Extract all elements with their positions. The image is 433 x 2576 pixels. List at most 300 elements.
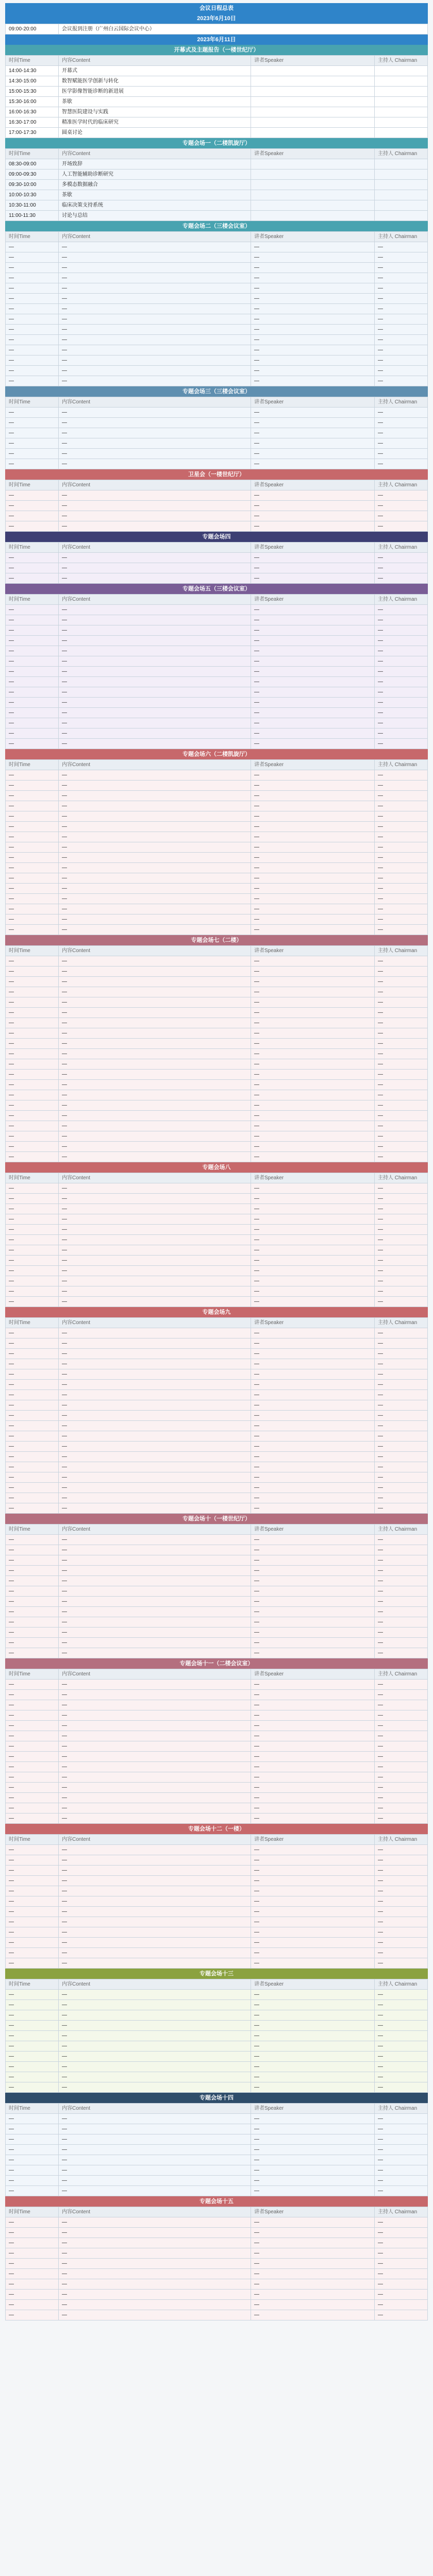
content-cell: 讨论与总结 [59, 211, 251, 221]
content-cell: — [59, 1617, 251, 1628]
content-cell: — [59, 1927, 251, 1938]
time-cell: — [6, 656, 59, 667]
table-header [6, 1979, 428, 1990]
header-chair: 主持人 Chairman [375, 480, 428, 490]
table-row [6, 1648, 428, 1658]
table-row [6, 97, 428, 107]
chair-cell: — [375, 1628, 428, 1638]
table-row [6, 252, 428, 263]
chair-cell: — [375, 418, 428, 428]
content-cell: — [59, 1462, 251, 1472]
chair-cell: — [375, 2310, 428, 2320]
time-cell: — [6, 977, 59, 987]
speaker-cell: — [251, 2176, 375, 2186]
speaker-cell: — [251, 1866, 375, 1876]
chair-cell: — [375, 2134, 428, 2145]
content-cell: 精准医学时代的临床研究 [59, 117, 251, 128]
header-content: 内容Content [59, 1173, 251, 1183]
speaker-cell: — [251, 1049, 375, 1059]
speaker-cell: — [251, 925, 375, 935]
table-row [6, 1380, 428, 1390]
time-cell: — [6, 873, 59, 884]
section-title: 专题会场十一（二楼会议室） [5, 1658, 428, 1669]
speaker-cell: — [251, 449, 375, 459]
time-cell: — [6, 781, 59, 791]
content-cell: — [59, 781, 251, 791]
table-row [6, 1866, 428, 1876]
table-row [6, 1700, 428, 1710]
time-cell: 10:30-11:00 [6, 200, 59, 211]
speaker-cell: — [251, 1958, 375, 1969]
content-cell: — [59, 1783, 251, 1793]
time-cell: — [6, 2269, 59, 2279]
time-cell: — [6, 1225, 59, 1235]
chair-cell: — [375, 1400, 428, 1411]
header-content: 内容Content [59, 1835, 251, 1845]
speaker-cell: — [251, 2238, 375, 2248]
content-cell: — [59, 1638, 251, 1648]
speaker-cell: — [251, 553, 375, 563]
time-cell: — [6, 2041, 59, 2052]
content-cell: — [59, 366, 251, 376]
time-cell: — [6, 1690, 59, 1700]
table-row [6, 1576, 428, 1586]
time-cell: — [6, 501, 59, 511]
table-row [6, 2300, 428, 2310]
header-time: 时间Time [6, 149, 59, 159]
time-cell: — [6, 263, 59, 273]
content-cell: — [59, 1680, 251, 1690]
chair-cell: — [375, 1990, 428, 2000]
speaker-cell: — [251, 1907, 375, 1917]
time-cell: — [6, 615, 59, 625]
chair-cell: — [375, 698, 428, 708]
header-time: 时间Time [6, 1173, 59, 1183]
table-row [6, 801, 428, 811]
header-content: 内容Content [59, 1669, 251, 1680]
time-cell: — [6, 1607, 59, 1617]
header-time: 时间Time [6, 56, 59, 66]
content-cell: — [59, 573, 251, 584]
header-chair: 主持人 Chairman [375, 760, 428, 770]
content-cell: — [59, 1772, 251, 1783]
content-cell: — [59, 677, 251, 687]
table-row [6, 884, 428, 894]
chair-cell: — [375, 1597, 428, 1607]
content-cell: — [59, 1049, 251, 1059]
chair-cell: — [375, 1721, 428, 1731]
time-cell: — [6, 2134, 59, 2145]
content-cell: — [59, 811, 251, 822]
content-cell: — [59, 605, 251, 615]
chair-cell: — [375, 1576, 428, 1586]
content-cell: — [59, 1028, 251, 1039]
table-row [6, 708, 428, 718]
content-cell: — [59, 1845, 251, 1855]
content-cell: — [59, 1700, 251, 1710]
section-title: 专题会场七（二楼） [5, 935, 428, 945]
content-cell: — [59, 1204, 251, 1214]
time-cell: — [6, 2248, 59, 2259]
time-cell: — [6, 646, 59, 656]
table-row [6, 242, 428, 252]
time-cell: — [6, 1256, 59, 1266]
time-cell: — [6, 1638, 59, 1648]
content-cell: — [59, 1431, 251, 1442]
header-time: 时间Time [6, 760, 59, 770]
content-cell: — [59, 842, 251, 853]
content-cell: — [59, 1535, 251, 1545]
table-row [6, 1131, 428, 1142]
header-chair: 主持人 Chairman [375, 543, 428, 553]
time-cell: — [6, 2279, 59, 2290]
speaker-cell: — [251, 811, 375, 822]
table-row [6, 294, 428, 304]
content-cell: — [59, 1545, 251, 1555]
header-content: 内容Content [59, 232, 251, 242]
speaker-cell: — [251, 314, 375, 325]
chair-cell: — [375, 1855, 428, 1866]
speaker-cell [251, 128, 375, 138]
speaker-cell: — [251, 335, 375, 345]
chair-cell: — [375, 1462, 428, 1472]
table-row [6, 2062, 428, 2072]
table-row [6, 490, 428, 501]
content-cell: — [59, 914, 251, 925]
header-speaker: 讲者Speaker [251, 1318, 375, 1328]
time-cell: 17:00-17:30 [6, 128, 59, 138]
chair-cell: — [375, 242, 428, 252]
chair-cell: — [375, 1131, 428, 1142]
speaker-cell: — [251, 1493, 375, 1503]
table-row [6, 1204, 428, 1214]
header-speaker: 讲者Speaker [251, 1524, 375, 1535]
speaker-cell: — [251, 1111, 375, 1121]
header-content: 内容Content [59, 149, 251, 159]
speaker-cell: — [251, 1121, 375, 1131]
time-cell: — [6, 1039, 59, 1049]
content-cell: — [59, 739, 251, 749]
speaker-cell: — [251, 2269, 375, 2279]
table-row [6, 1235, 428, 1245]
table-row [6, 853, 428, 863]
chair-cell: — [375, 1018, 428, 1028]
time-cell: — [6, 1131, 59, 1142]
chair-cell: — [375, 894, 428, 904]
chair-cell: — [375, 2124, 428, 2134]
content-cell: — [59, 1555, 251, 1566]
time-cell: — [6, 1462, 59, 1472]
content-cell: — [59, 822, 251, 832]
time-cell: — [6, 997, 59, 1008]
speaker-cell: — [251, 563, 375, 573]
speaker-cell: — [251, 1503, 375, 1514]
chair-cell: — [375, 1100, 428, 1111]
time-cell: — [6, 636, 59, 646]
chair-cell: — [375, 1266, 428, 1276]
schedule-root [5, 0, 428, 2320]
time-cell: — [6, 2124, 59, 2134]
content-cell: — [59, 1039, 251, 1049]
chair-cell: — [375, 728, 428, 739]
chair-cell: — [375, 1411, 428, 1421]
content-cell: 人工智能辅助诊断研究 [59, 170, 251, 180]
content-cell: 开场致辞 [59, 159, 251, 170]
table-header [6, 1835, 428, 1845]
chair-cell: — [375, 1503, 428, 1514]
speaker-cell: — [251, 728, 375, 739]
time-cell: 15:00-15:30 [6, 87, 59, 97]
speaker-cell: — [251, 1845, 375, 1855]
session2-title: 专题会场一（二楼凯旋厅） [5, 138, 428, 148]
time-cell: — [6, 1855, 59, 1866]
content-cell: — [59, 1235, 251, 1245]
speaker-cell: — [251, 1783, 375, 1793]
chair-cell: — [375, 1690, 428, 1700]
content-cell: — [59, 1349, 251, 1359]
chair-cell: — [375, 2021, 428, 2031]
time-cell: — [6, 1018, 59, 1028]
table-row [6, 1845, 428, 1855]
speaker-cell: — [251, 1752, 375, 1762]
speaker-cell: — [251, 1896, 375, 1907]
speaker-cell: — [251, 677, 375, 687]
time-cell: — [6, 2082, 59, 2093]
table-header [6, 1173, 428, 1183]
content-cell: — [59, 2031, 251, 2041]
time-cell: — [6, 1772, 59, 1783]
speaker-cell: — [251, 1814, 375, 1824]
header-chair: 主持人 Chairman [375, 2207, 428, 2217]
time-cell: — [6, 1359, 59, 1369]
time-cell: — [6, 1080, 59, 1090]
content-cell: — [59, 1008, 251, 1018]
header-speaker: 讲者Speaker [251, 1979, 375, 1990]
speaker-cell [251, 76, 375, 87]
table-row [6, 1472, 428, 1483]
content-cell: — [59, 1442, 251, 1452]
time-cell: — [6, 1452, 59, 1462]
header-speaker: 讲者Speaker [251, 543, 375, 553]
day2-date-bar: 2023年6月11日 [5, 35, 428, 45]
chair-cell: — [375, 853, 428, 863]
content-cell: 开幕式 [59, 66, 251, 76]
chair-cell [375, 159, 428, 170]
chair-cell: — [375, 1886, 428, 1896]
table-row [6, 1958, 428, 1969]
chair-cell: — [375, 501, 428, 511]
speaker-cell: — [251, 511, 375, 521]
chair-cell: — [375, 718, 428, 728]
time-cell: — [6, 677, 59, 687]
header-time: 时间Time [6, 1979, 59, 1990]
header-time: 时间Time [6, 543, 59, 553]
table-row [6, 1028, 428, 1039]
chair-cell: — [375, 376, 428, 386]
header-time: 时间Time [6, 2207, 59, 2217]
header-speaker: 讲者Speaker [251, 1669, 375, 1680]
speaker-cell: — [251, 1555, 375, 1566]
chair-cell: — [375, 2010, 428, 2021]
header-chair: 主持人 Chairman [375, 56, 428, 66]
table-row [6, 1483, 428, 1493]
time-cell: — [6, 1183, 59, 1194]
table-row [6, 1876, 428, 1886]
table-row [6, 698, 428, 708]
content-cell: — [59, 1731, 251, 1741]
content-cell: — [59, 314, 251, 325]
content-cell: — [59, 615, 251, 625]
speaker-cell: — [251, 1183, 375, 1194]
time-cell: — [6, 573, 59, 584]
content-cell: — [59, 1256, 251, 1266]
header-speaker: 讲者Speaker [251, 56, 375, 66]
speaker-cell: — [251, 1638, 375, 1648]
table-row [6, 2248, 428, 2259]
table-row [6, 1638, 428, 1648]
table-row [6, 646, 428, 656]
table-row [6, 656, 428, 667]
content-cell: — [59, 1566, 251, 1576]
table-header [6, 1524, 428, 1535]
chair-cell: — [375, 1328, 428, 1338]
speaker-cell: — [251, 1411, 375, 1421]
chair-cell [375, 180, 428, 190]
content-cell: — [59, 511, 251, 521]
speaker-cell: — [251, 914, 375, 925]
chair-cell: — [375, 2031, 428, 2041]
time-cell: — [6, 1896, 59, 1907]
header-speaker: 讲者Speaker [251, 760, 375, 770]
chair-cell: — [375, 1090, 428, 1100]
time-cell: — [6, 355, 59, 366]
header-time: 时间Time [6, 946, 59, 956]
content-cell: — [59, 345, 251, 355]
content-cell: — [59, 2145, 251, 2155]
speaker-cell: — [251, 438, 375, 449]
speaker-cell: — [251, 1731, 375, 1741]
section-title: 专题会场十五 [5, 2196, 428, 2207]
chair-cell: — [375, 925, 428, 935]
session1-title: 开幕式及主题报告（一楼世纪厅） [5, 45, 428, 55]
chair-cell: — [375, 770, 428, 781]
time-cell: — [6, 1100, 59, 1111]
content-cell: — [59, 2310, 251, 2320]
content-cell: — [59, 376, 251, 386]
time-cell: — [6, 1328, 59, 1338]
time-cell: — [6, 1793, 59, 1803]
chair-cell: — [375, 521, 428, 532]
table-row [6, 2269, 428, 2279]
time-cell: — [6, 2228, 59, 2238]
speaker-cell: — [251, 1256, 375, 1266]
time-cell: — [6, 1700, 59, 1710]
table-row [6, 1886, 428, 1896]
table-row [6, 87, 428, 97]
time-cell: — [6, 366, 59, 376]
time-cell: — [6, 925, 59, 935]
speaker-cell: — [251, 1008, 375, 1018]
chair-cell: — [375, 1204, 428, 1214]
time-cell: — [6, 687, 59, 698]
table-row [6, 987, 428, 997]
content-cell: — [59, 2010, 251, 2021]
content-cell: — [59, 1607, 251, 1617]
content-cell: — [59, 1628, 251, 1638]
time-cell: — [6, 884, 59, 894]
time-cell: — [6, 1803, 59, 1814]
chair-cell: — [375, 904, 428, 914]
table-row [6, 117, 428, 128]
time-cell: — [6, 1008, 59, 1018]
table-row [6, 335, 428, 345]
table-row [6, 1142, 428, 1152]
chair-cell: — [375, 1814, 428, 1824]
header-speaker: 讲者Speaker [251, 2104, 375, 2114]
section-title: 专题会场十二（一楼） [5, 1824, 428, 1834]
time-cell: — [6, 1586, 59, 1597]
time-cell: — [6, 832, 59, 842]
chair-cell: — [375, 625, 428, 636]
time-cell: — [6, 1762, 59, 1772]
table-row [6, 2124, 428, 2134]
content-cell: — [59, 2300, 251, 2310]
chair-cell: — [375, 2082, 428, 2093]
speaker-cell: — [251, 252, 375, 263]
content-cell: 茶歇 [59, 97, 251, 107]
table-row [6, 636, 428, 646]
speaker-cell: — [251, 1576, 375, 1586]
content-cell: — [59, 408, 251, 418]
chair-cell: — [375, 1845, 428, 1855]
speaker-cell: — [251, 904, 375, 914]
speaker-cell: — [251, 667, 375, 677]
header-content: 内容Content [59, 946, 251, 956]
chair-cell: — [375, 428, 428, 438]
content-cell: — [59, 1938, 251, 1948]
speaker-cell: — [251, 2052, 375, 2062]
chair-cell [375, 211, 428, 221]
speaker-cell: — [251, 1131, 375, 1142]
content-cell: — [59, 304, 251, 314]
chair-cell: — [375, 2041, 428, 2052]
speaker-cell: — [251, 2031, 375, 2041]
content-cell: — [59, 873, 251, 884]
content-cell: — [59, 1152, 251, 1162]
table-row [6, 1617, 428, 1628]
table-row [6, 511, 428, 521]
time-cell: — [6, 2290, 59, 2300]
chair-cell: — [375, 832, 428, 842]
more-sections [5, 221, 428, 2320]
time-cell: — [6, 335, 59, 345]
speaker-cell: — [251, 1535, 375, 1545]
header-content: 内容Content [59, 595, 251, 605]
table-row [6, 66, 428, 76]
speaker-cell: — [251, 1793, 375, 1803]
table-row [6, 2165, 428, 2176]
table-row [6, 2000, 428, 2010]
time-cell: — [6, 1369, 59, 1380]
speaker-cell: — [251, 1152, 375, 1162]
table-row [6, 1359, 428, 1369]
time-cell: — [6, 2072, 59, 2082]
content-cell: — [59, 1266, 251, 1276]
chair-cell: — [375, 987, 428, 997]
content-cell: — [59, 625, 251, 636]
header-chair: 主持人 Chairman [375, 1979, 428, 1990]
table-row [6, 376, 428, 386]
